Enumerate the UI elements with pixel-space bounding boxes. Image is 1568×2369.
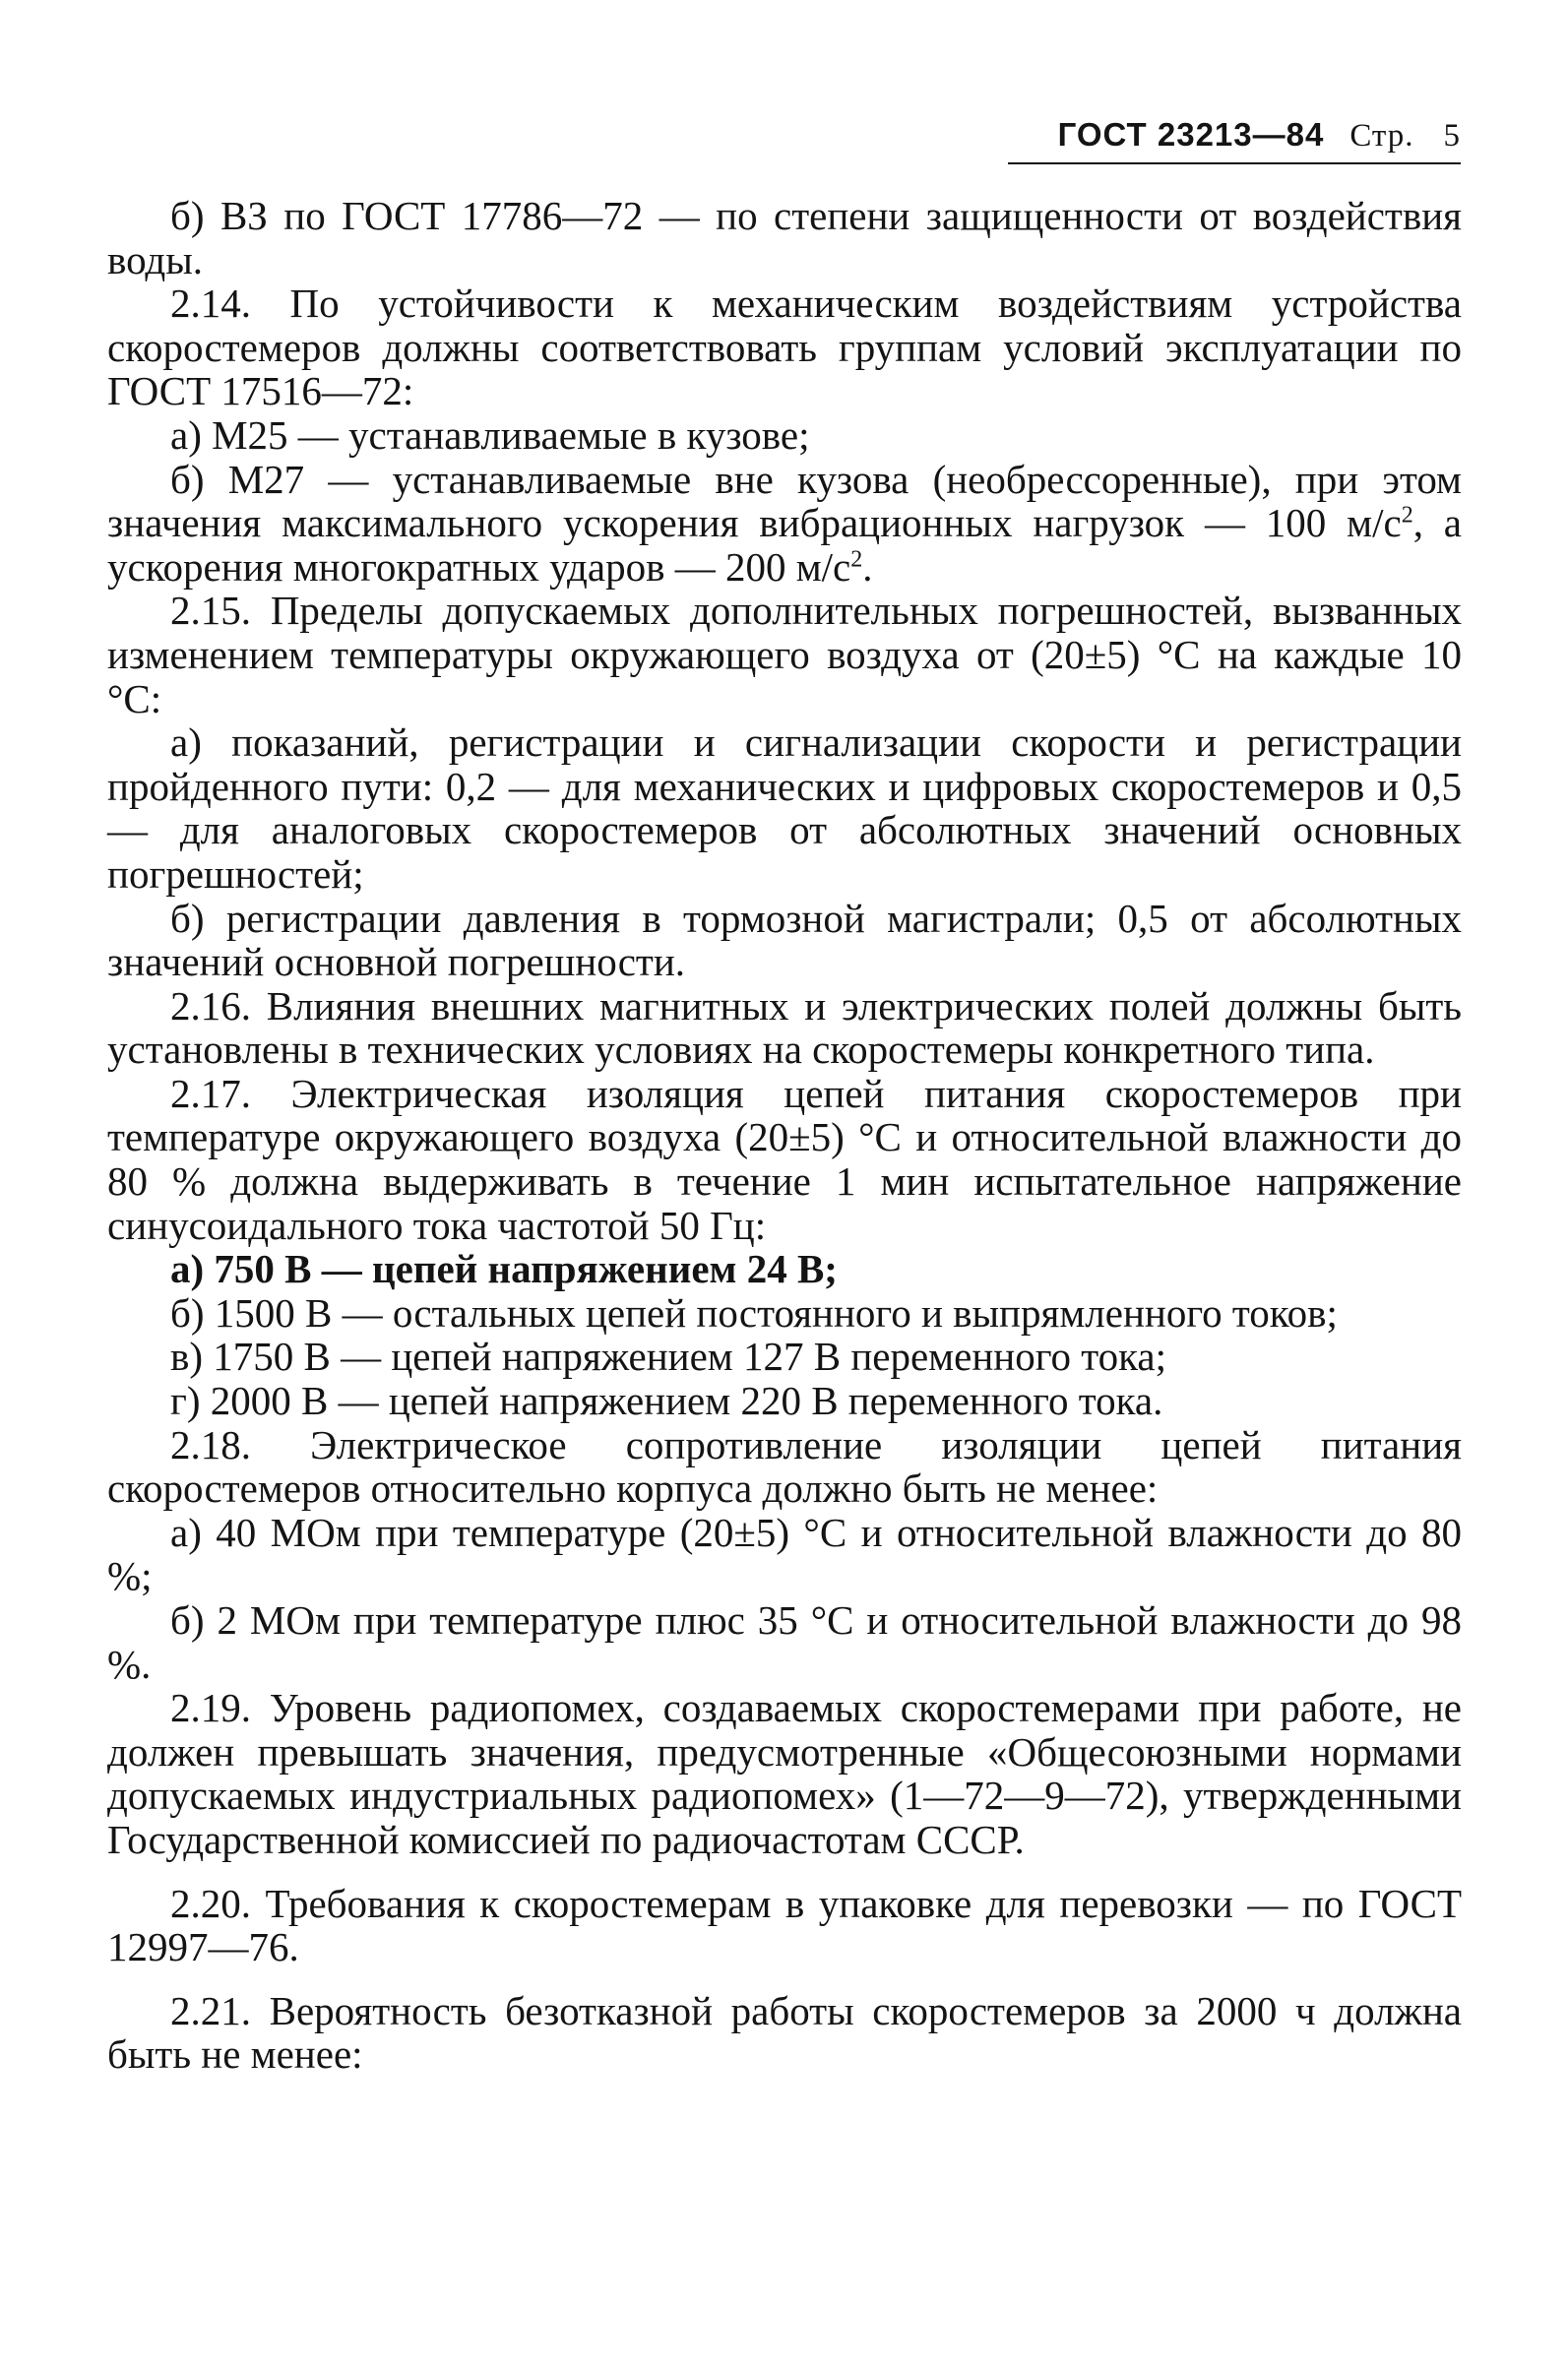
- standard-number: ГОСТ 23213—84: [1057, 116, 1325, 153]
- paragraph-2-14: 2.14. По устойчивости к механическим воздействиям устройства скоростемеров должны соответствовать группам условий эксплуатации по ГОСТ 17516—72:: [107, 281, 1462, 414]
- paragraph-2-14-b: [107, 458, 1462, 590]
- paragraph-2-17-a: а) 750 В — цепей напряжением 24 В;: [170, 1246, 838, 1292]
- paragraph-2-18-b: б) 2 МОм при температуре плюс 35 °С и относительной влажности до 98 %.: [107, 1597, 1462, 1687]
- superscript: 2: [850, 546, 863, 573]
- page-number: 5: [1443, 118, 1461, 154]
- text-run: , а ускорения многократных ударов — 200 м/с: [107, 500, 1462, 590]
- paragraph-2-14-a: а) М25 — устанавливаемые в кузове;: [170, 411, 810, 458]
- text-run: б) М27 — устанавливаемые вне кузова (необрессоренные), при этом значения максимального ускорения вибрационных нагрузок — 100 м/с: [107, 456, 1462, 546]
- paragraph-2-17: 2.17. Электрическая изоляция цепей питания скоростемеров при температуре окружающего воздуха (20±5) °С и относительной влажности до 80 % должна выдерживать в течение 1 мин испытательное напряжение синусоидального тока частотой 50 Гц:: [107, 1070, 1462, 1248]
- page-label: Стр.: [1349, 118, 1414, 154]
- paragraph-2-15-b: б) регистрации давления в тормозной магистрали; 0,5 от абсолютных значений основной погрешности.: [107, 895, 1462, 985]
- paragraph-2-17-v: в) 1750 В — цепей напряжением 127 В переменного тока;: [170, 1334, 1167, 1380]
- paragraph-2-18: 2.18. Электрическое сопротивление изоляции цепей питания скоростемеров относительно корпуса должно быть не менее:: [107, 1421, 1462, 1512]
- paragraph-2-21: 2.21. Вероятность безотказной работы скоростемеров за 2000 ч должна быть не менее:: [107, 1987, 1462, 2078]
- paragraph-2-16: 2.16. Влияния внешних магнитных и электрических полей должны быть установлены в технических условиях на скоростемеры конкретного типа.: [107, 982, 1462, 1073]
- header-rule: [1008, 162, 1461, 164]
- paragraph-2-20: 2.20. Требования к скоростемерам в упаковке для перевозки — по ГОСТ 12997—76.: [107, 1880, 1462, 1970]
- document-body: [107, 194, 1462, 2077]
- paragraph-2-17-b: б) 1500 В — остальных цепей постоянного и выпрямленного токов;: [170, 1289, 1338, 1336]
- paragraph-2-17-g: г) 2000 В — цепей напряжением 220 В переменного тока.: [170, 1378, 1163, 1424]
- text-run: .: [862, 543, 873, 590]
- paragraph-2-18-a: а) 40 МОм при температуре (20±5) °С и относительной влажности до 80 %;: [107, 1509, 1462, 1599]
- paragraph-2-13-b: б) ВЗ по ГОСТ 17786—72 — по степени защищенности от воздействия воды.: [107, 193, 1462, 282]
- paragraph-2-19: 2.19. Уровень радиопомех, создаваемых скоростемерами при работе, не должен превышать значения, предусмотренные «Общесоюзными нормами допускаемых индустриальных радиопомех» (1—72—9—72), утвержденными Государственной комиссией по радиочастотам СССР.: [107, 1685, 1462, 1862]
- page-header: [0, 116, 1461, 155]
- paragraph-2-15: 2.15. Пределы допускаемых дополнительных погрешностей, вызванных изменением температуры окружающего воздуха от (20±5) °С на каждые 10 °С:: [107, 588, 1462, 721]
- superscript: 2: [1401, 502, 1413, 529]
- paragraph-2-15-a: а) показаний, регистрации и сигнализации скорости и регистрации пройденного пути: 0,2 — для механических и цифровых скоростемеров и 0,5 — для аналоговых скоростемеров от абсолютных значений основных погрешностей;: [107, 719, 1462, 897]
